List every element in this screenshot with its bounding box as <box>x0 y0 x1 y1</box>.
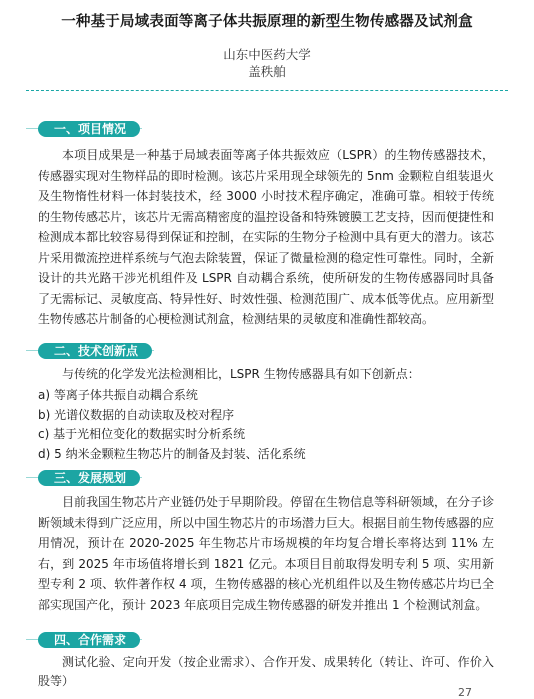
section-heading-innovations: 二、技术创新点 <box>38 343 152 359</box>
innovation-item: d) 5 纳米金颗粒生物芯片的制备及封装、活化系统 <box>38 447 306 461</box>
innovations-lead: 与传统的化学发光法检测相比，LSPR 生物传感器具有如下创新点： <box>62 367 420 381</box>
organization-name: 山东中医药大学 <box>223 47 311 62</box>
page-number: 27 <box>458 686 472 699</box>
header-divider <box>26 90 508 91</box>
document-title: 一种基于局域表面等离子体共振原理的新型生物传感器及试剂盒 <box>61 14 473 30</box>
section-heading-development-plan: 三、发展规划 <box>38 470 140 486</box>
section-heading-project-overview: 一、项目情况 <box>38 121 140 137</box>
section-body-development-plan: 目前我国生物芯片产业链仍处于早期阶段。停留在生物信息等科研领域，在分子诊断领域未得到广泛应用，所以中国生物芯片的市场潜力巨大。根据目前生物传感器的应用情况，预计在 2020-2025 年生物芯片市场规模的年均复合增长率将达到 11% 左右，到 2025 年市场值将增长到 1821 亿元。本项目目前取得发明专利 5 项、实用新型专利 2 项、软件著作权 4 项，生物传感器的核心光机组件以及生物传感芯片均已全部实现国产化，预计 2023 年底项目完成生物传感器的研发并推出 1 个检测试剂盒。 <box>38 495 495 612</box>
author-name: 盖秩舶 <box>248 64 286 79</box>
innovation-item: c) 基于光相位变化的数据实时分析系统 <box>38 427 246 441</box>
section-body-project-overview: 本项目成果是一种基于局域表面等离子体共振效应（LSPR）的生物传感器技术，传感器实现对生物样品的即时检测。该芯片采用现全球领先的 5nm 金颗粒自组装退火及生物惰性材料一体封装技术，经 3000 小时技术程序确定，准确可靠。相较于传统的生物传感芯片，该芯片无需高精密度的温控设备和特殊镀膜工艺支持，因而便捷性和检测成本都比较容易得到保证和控制，在实际的生物分子检测中具有更大的潜力。该芯片采用微流控进样系统与气泡去除装置，保证了微量检测的稳定性可靠性。同时，全新设计的共光路干涉光机组件及 LSPR 自动耦合系统，使所研发的生物传感器同时具备了无需标记、灵敏度高、特异性好、时效性强、检测范围广、成本低等优点。应用新型生物传感芯片制备的心梗检测试剂盒，检测结果的灵敏度和准确性都较高。 <box>38 148 495 326</box>
section-body-cooperation-needs: 测试化验、定向开发（按企业需求）、合作开发、成果转化（转让、许可、作价入股等） <box>38 655 494 688</box>
section-heading-cooperation-needs: 四、合作需求 <box>38 632 140 648</box>
innovation-item: a) 等离子体共振自动耦合系统 <box>38 388 198 402</box>
innovation-item: b) 光谱仪数据的自动读取及校对程序 <box>38 408 235 422</box>
